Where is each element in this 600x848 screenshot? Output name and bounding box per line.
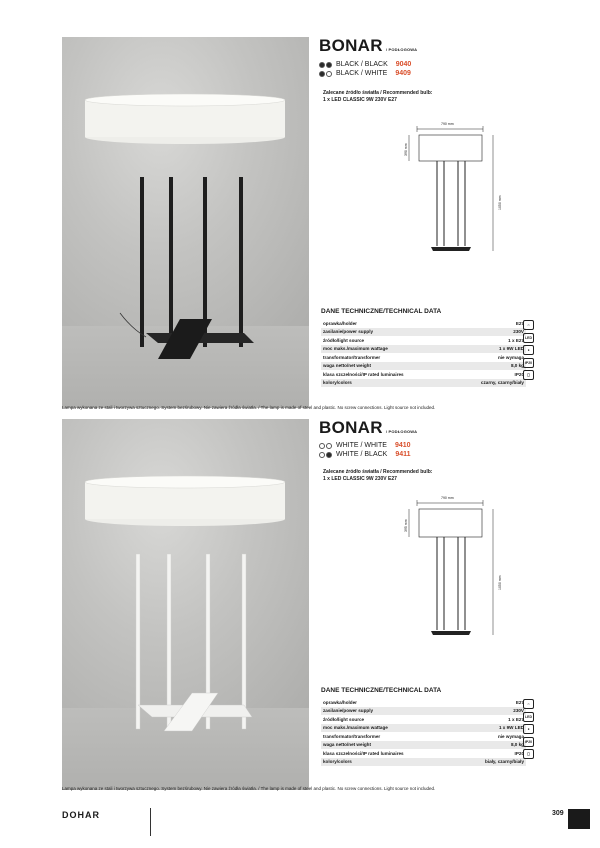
width-dimension: 790 mm: [441, 122, 454, 126]
technical-data-title: DANE TECHNICZNE/TECHNICAL DATA: [321, 308, 442, 315]
ip20-icon: IP20: [523, 358, 534, 368]
ip20-icon: IP20: [523, 737, 534, 747]
variant-list: [319, 60, 411, 78]
bulb-icon: ●: [523, 724, 534, 734]
variant-white-white: WHITE / WHITE 9410: [319, 441, 411, 450]
product-title: BONAR / PODŁOGOWA: [319, 418, 418, 437]
house-icon: ⌂: [523, 320, 534, 330]
variant-white-black: WHITE / BLACK 9411: [319, 450, 411, 459]
spec-row: waga netto/net weight 8,0 kg: [323, 742, 524, 748]
variant-black-white: BLACK / WHITE 9409: [319, 69, 411, 78]
spec-row: zasilanie/power supply 230V: [323, 329, 524, 335]
spec-row: transformator/transformer nie wymaga: [323, 354, 524, 360]
page-marker: [568, 809, 590, 829]
technical-data-title: DANE TECHNICZNE/TECHNICAL DATA: [321, 687, 442, 694]
dimension-drawing: [395, 118, 510, 268]
spec-row: źródło/light source 1 x E27: [323, 716, 524, 722]
variant-black-black: BLACK / BLACK 9040: [319, 60, 411, 69]
recommended-bulb: Zalecane źródło światła / Recommended bulb: 1 x LED CLASSIC 9W 230V E27: [323, 469, 433, 482]
spec-table: [321, 698, 526, 766]
spec-row: moc maks./maximum wattage 1 x 9W LED: [323, 725, 524, 731]
shade-height-dimension: 395 mm: [404, 519, 408, 532]
product-caption: Lampa wykonana ze stali i tworzywa sztucznego. System bezśrubowy. Nie zawiera źródła światła. / The lamp is made of steel and plastic. No screw connections. Light source not included.: [62, 786, 436, 791]
recommended-bulb: Zalecane źródło światła / Recommended bulb: 1 x LED CLASSIC 9W 230V E27: [323, 90, 433, 103]
led-icon: LED: [523, 333, 534, 343]
spec-row: kolory/colors czarny, czarny/biały: [323, 380, 524, 386]
black-color-swatch-icon: [319, 71, 325, 77]
spec-row: waga netto/net weight 8,0 kg: [323, 363, 524, 369]
white-color-swatch-icon: [326, 443, 332, 449]
box-icon: ▢: [523, 749, 534, 759]
dimension-drawing: [395, 492, 510, 644]
white-color-swatch-icon: [326, 71, 332, 77]
box-icon: ▢: [523, 370, 534, 380]
width-dimension: 790 mm: [441, 496, 454, 500]
house-icon: ⌂: [523, 699, 534, 709]
spec-row: oprawka/holder E27: [323, 320, 524, 326]
shade-height-dimension: 390 mm: [404, 143, 408, 156]
product-photo-black: [62, 37, 309, 408]
total-height-dimension: 1050 mm: [498, 575, 502, 590]
spec-row: klasa szczelności/IP rated luminaires IP20: [323, 750, 524, 756]
led-icon: LED: [523, 712, 534, 722]
bulb-icon: ●: [523, 345, 534, 355]
spec-row: moc maks./maximum wattage 1 x 9W LED: [323, 346, 524, 352]
black-color-swatch-icon: [319, 62, 325, 68]
brand-logo: DOHAR: [62, 810, 100, 820]
spec-row: źródło/light source 1 x E27: [323, 337, 524, 343]
product-title: BONAR / PODŁOGOWA: [319, 36, 418, 55]
total-height-dimension: 1050 mm: [498, 195, 502, 210]
spec-row: klasa szczelności/IP rated luminaires IP20: [323, 371, 524, 377]
spec-row: kolory/colors biały, czarny/biały: [323, 759, 524, 765]
page-number: 309: [552, 810, 564, 817]
white-color-swatch-icon: [319, 452, 325, 458]
black-color-swatch-icon: [326, 62, 332, 68]
product-caption: Lampa wykonana ze stali i tworzywa sztucznego. System bezśrubowy. Nie zawiera źródła światła. / The lamp is made of steel and plastic. No screw connections. Light source not included.: [62, 405, 436, 410]
white-color-swatch-icon: [319, 443, 325, 449]
footer-divider: [150, 808, 151, 836]
spec-icons: [523, 699, 537, 762]
spec-icons: [523, 320, 537, 383]
spec-row: oprawka/holder E27: [323, 699, 524, 705]
spec-row: transformator/transformer nie wymaga: [323, 733, 524, 739]
spec-table: [321, 319, 526, 387]
black-color-swatch-icon: [326, 452, 332, 458]
product-photo-white: [62, 419, 309, 790]
spec-row: zasilanie/power supply 230V: [323, 708, 524, 714]
variant-list: [319, 441, 411, 459]
